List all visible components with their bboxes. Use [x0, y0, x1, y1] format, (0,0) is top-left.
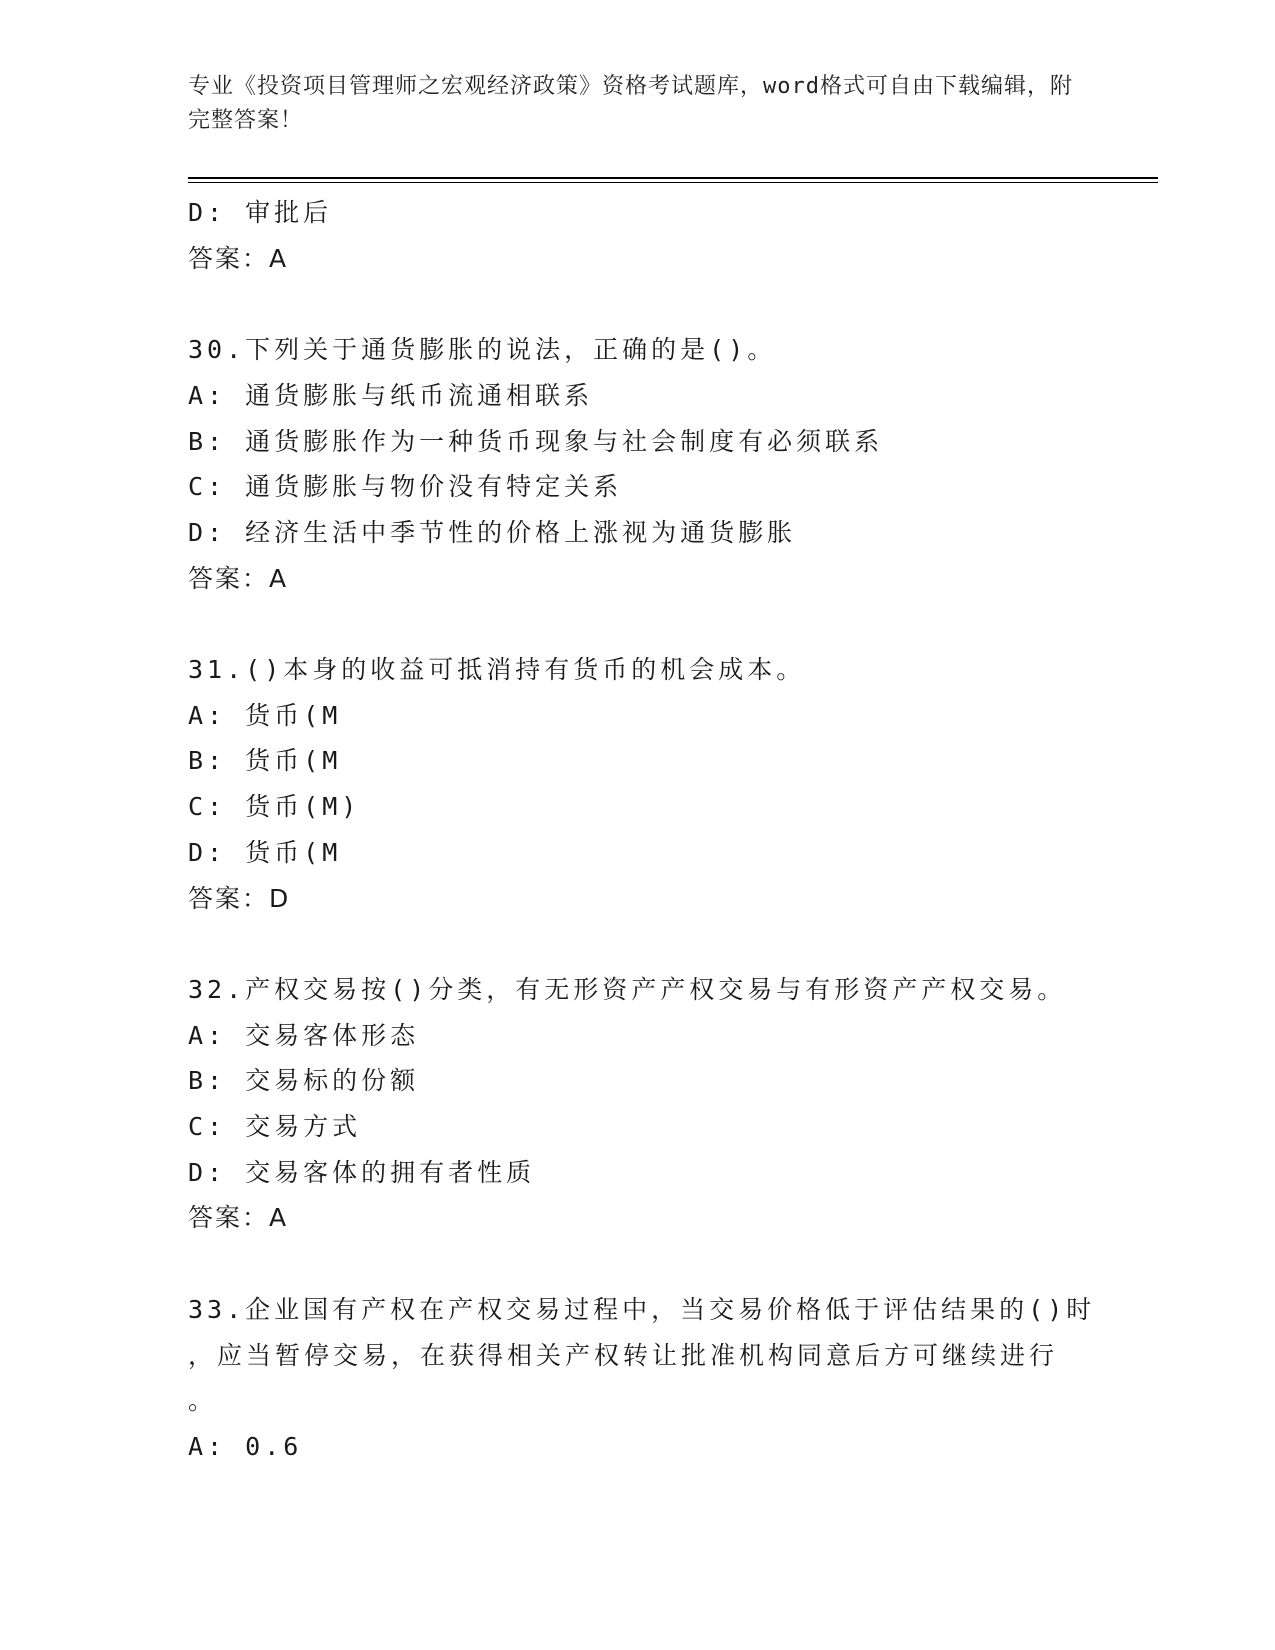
- spacer: [188, 921, 1088, 967]
- question-stem: 32.产权交易按()分类，有无形资产产权交易与有形资产产权交易。: [188, 974, 1067, 1004]
- spacer: [188, 1241, 1088, 1287]
- spacer: [188, 601, 1088, 647]
- option-b: B: 交易标的份额: [188, 1066, 420, 1096]
- option-a: A: 通货膨胀与纸币流通相联系: [188, 380, 594, 410]
- option-d: D: 交易客体的拥有者性质: [188, 1157, 536, 1187]
- spacer: [188, 281, 1088, 327]
- document-header: 专业《投资项目管理师之宏观经济政策》资格考试题库，word格式可自由下载编辑，附完整答案！: [188, 74, 1073, 133]
- header-rule-thin: [188, 182, 1158, 183]
- answer: 答案：A: [188, 243, 289, 273]
- question-stem: 31.()本身的收益可抵消持有货币的机会成本。: [188, 655, 806, 684]
- answer: 答案：A: [188, 1203, 289, 1233]
- question-stem-line: ，应当暂停交易，在获得相关产权转让批准机构同意后方可继续进行: [188, 1340, 1059, 1370]
- question-stem-line: 。: [188, 1386, 218, 1416]
- header-rule-thick: [188, 177, 1158, 179]
- question-list: [188, 190, 1096, 1470]
- option-b: B: 货币(M: [188, 746, 342, 776]
- option-d: D: 审批后: [188, 198, 333, 227]
- option-c: C: 货币(M): [188, 792, 361, 822]
- option-c: C: 通货膨胀与物价没有特定关系: [188, 472, 623, 502]
- option-a: A: 交易客体形态: [188, 1020, 420, 1050]
- option-a: A: 货币(M: [188, 700, 342, 730]
- answer: 答案：A: [188, 563, 289, 593]
- question-stem-line: 33.企业国有产权在产权交易过程中，当交易价格低于评估结果的()时: [188, 1294, 1096, 1324]
- answer: 答案：D: [188, 883, 291, 913]
- question-stem: 30.下列关于通货膨胀的说法，正确的是()。: [188, 335, 777, 365]
- option-b: B: 通货膨胀作为一种货币现象与社会制度有必须联系: [188, 426, 884, 456]
- option-d: D: 经济生活中季节性的价格上涨视为通货膨胀: [188, 517, 797, 547]
- option-c: C: 交易方式: [188, 1112, 362, 1142]
- option-a: A: 0.6: [188, 1431, 303, 1461]
- option-d: D: 货币(M: [188, 837, 342, 867]
